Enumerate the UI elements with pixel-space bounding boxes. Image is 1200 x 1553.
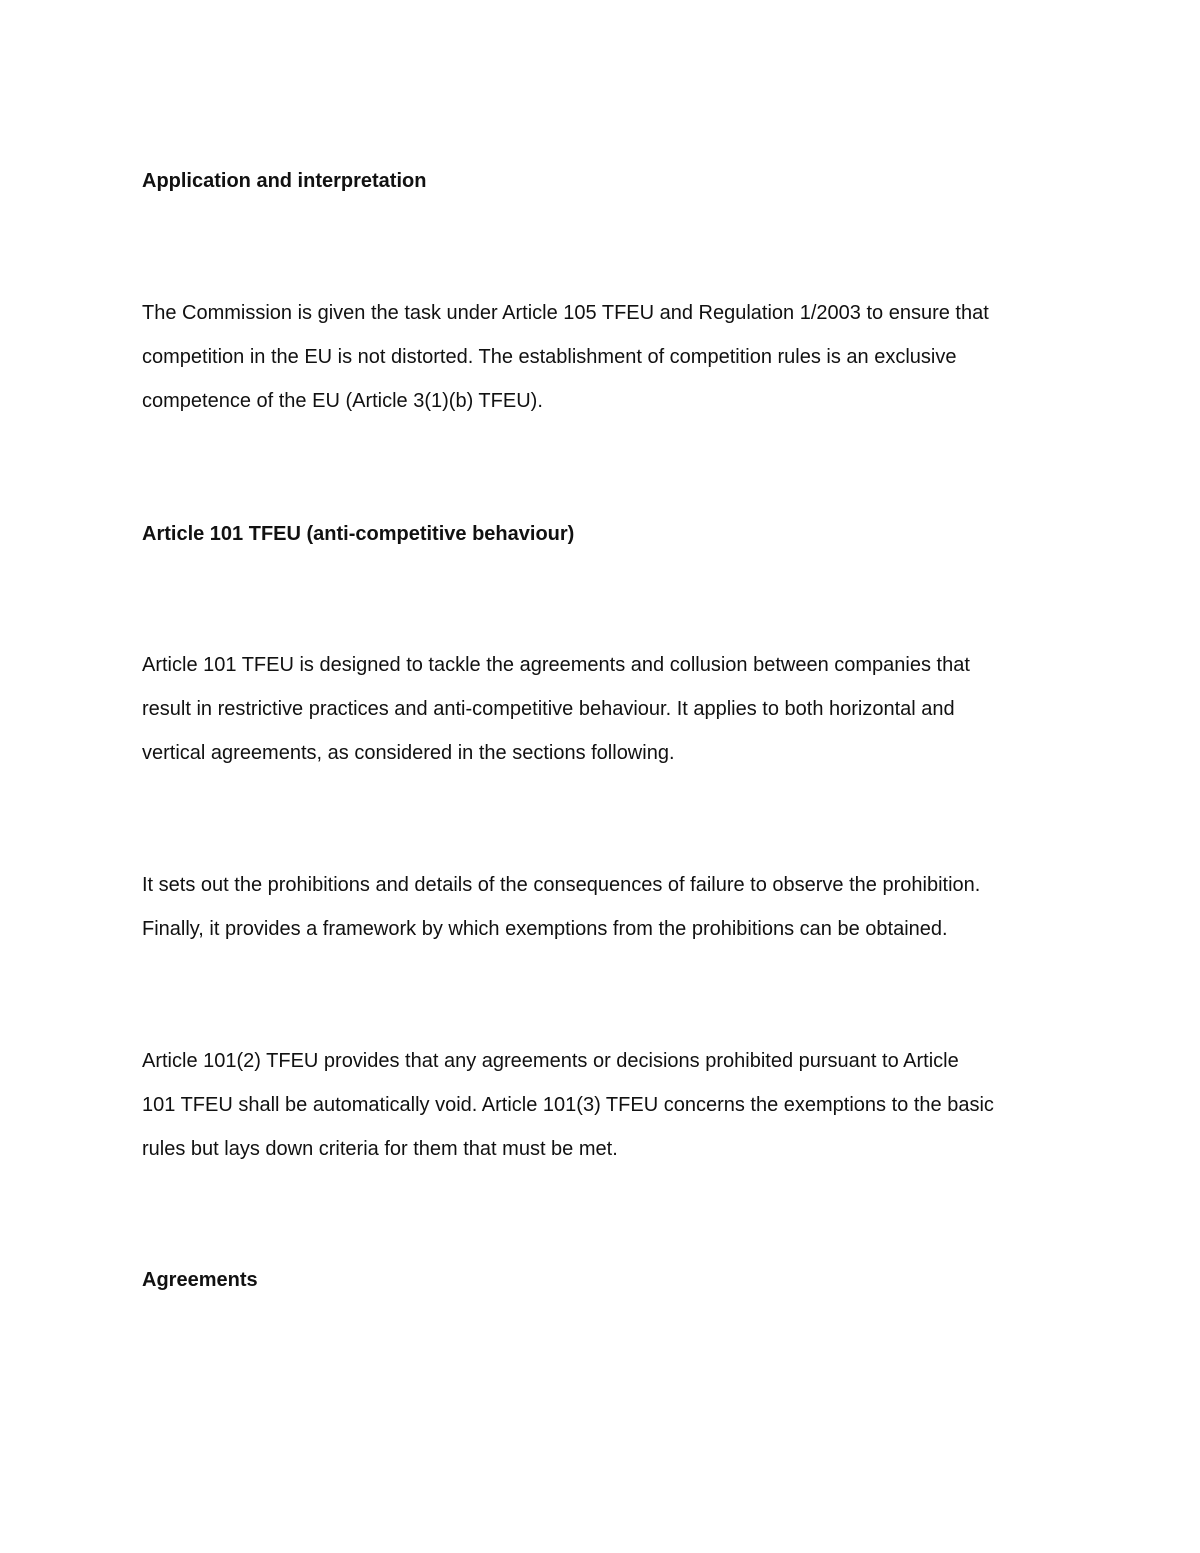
paragraph-article-101-2-3 bbox=[142, 1039, 1082, 1171]
heading-text: Article 101 TFEU (anti-competitive behaviour) bbox=[142, 523, 575, 545]
paragraph-line: result in restrictive practices and anti-competitive behaviour. It applies to both horizontal and bbox=[142, 698, 955, 720]
paragraph-line: rules but lays down criteria for them that must be met. bbox=[142, 1138, 618, 1160]
heading-text: Agreements bbox=[142, 1269, 258, 1291]
paragraph-line: Article 101 TFEU is designed to tackle the agreements and collusion between companies that bbox=[142, 654, 970, 676]
heading-text: Application and interpretation bbox=[142, 170, 427, 192]
paragraph-line: The Commission is given the task under Article 105 TFEU and Regulation 1/2003 to ensure that bbox=[142, 302, 989, 324]
paragraph-article-101-purpose bbox=[142, 643, 1082, 775]
paragraph-line: Article 101(2) TFEU provides that any agreements or decisions prohibited pursuant to Article bbox=[142, 1050, 959, 1072]
paragraph-commission-task bbox=[142, 291, 1082, 423]
heading-agreements bbox=[142, 1258, 1082, 1302]
paragraph-line: Finally, it provides a framework by which exemptions from the prohibitions can be obtained. bbox=[142, 918, 948, 940]
heading-application-and-interpretation bbox=[142, 159, 1082, 203]
paragraph-prohibitions bbox=[142, 863, 1082, 951]
paragraph-line: competence of the EU (Article 3(1)(b) TFEU). bbox=[142, 390, 543, 412]
heading-article-101 bbox=[142, 512, 1082, 556]
paragraph-line: 101 TFEU shall be automatically void. Article 101(3) TFEU concerns the exemptions to the basic bbox=[142, 1094, 994, 1116]
paragraph-line: It sets out the prohibitions and details of the consequences of failure to observe the prohibition. bbox=[142, 874, 981, 896]
paragraph-line: vertical agreements, as considered in the sections following. bbox=[142, 742, 675, 764]
paragraph-line: competition in the EU is not distorted. The establishment of competition rules is an exclusive bbox=[142, 346, 957, 368]
